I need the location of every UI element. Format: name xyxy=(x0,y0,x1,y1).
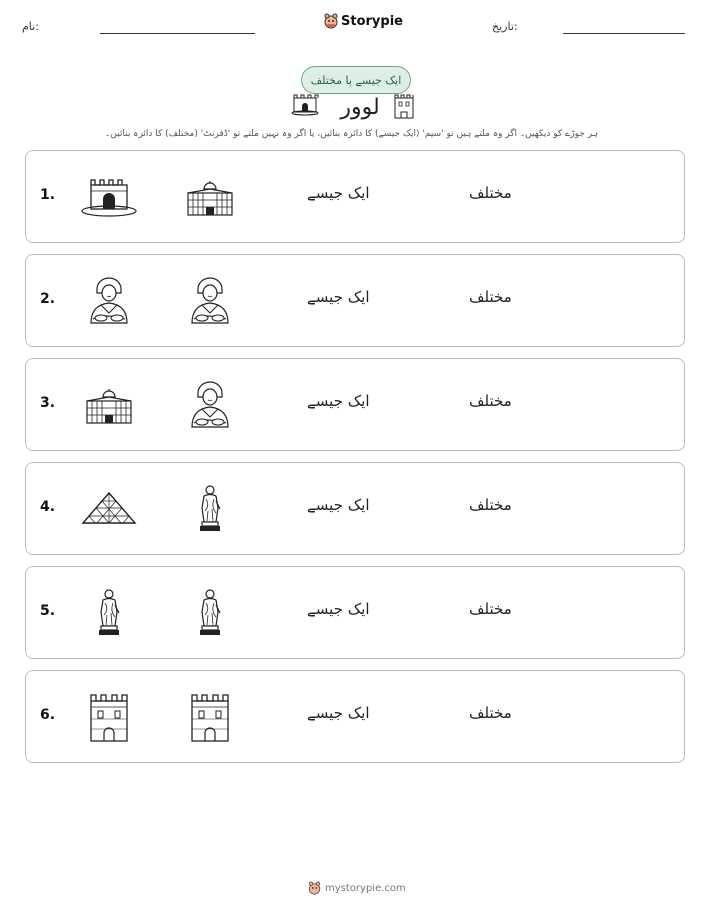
different-option[interactable]: مختلف xyxy=(469,496,512,514)
same-option[interactable]: ایک جیسے xyxy=(307,704,370,722)
tower-icon xyxy=(81,689,137,745)
tower-icon xyxy=(391,92,417,120)
brand-name: Storypie xyxy=(341,13,403,29)
pair-number: 6. xyxy=(40,707,56,723)
footer-link[interactable]: mystorypie.com xyxy=(325,882,406,894)
pair-number: 1. xyxy=(40,187,56,203)
pair-card-3 xyxy=(25,358,685,451)
pyramid-icon xyxy=(81,481,137,537)
pair-card-1 xyxy=(25,150,685,243)
pair-card-4 xyxy=(25,462,685,555)
same-option[interactable]: ایک جیسے xyxy=(307,600,370,618)
different-option[interactable]: مختلف xyxy=(469,704,512,722)
storypie-mascot-icon xyxy=(308,881,321,895)
mona-lisa-icon xyxy=(81,273,137,329)
palace-icon xyxy=(81,377,137,433)
date-label: تاریخ: xyxy=(492,20,518,33)
name-line[interactable] xyxy=(100,33,255,34)
footer xyxy=(308,881,406,895)
date-line[interactable] xyxy=(563,33,685,34)
storypie-mascot-icon xyxy=(324,13,338,29)
pair-card-5 xyxy=(25,566,685,659)
castle-icon xyxy=(81,169,137,225)
pair-number: 4. xyxy=(40,499,56,515)
different-option[interactable]: مختلف xyxy=(469,600,512,618)
different-option[interactable]: مختلف xyxy=(469,184,512,202)
statue-icon xyxy=(182,481,238,537)
different-option[interactable]: مختلف xyxy=(469,392,512,410)
same-option[interactable]: ایک جیسے xyxy=(307,184,370,202)
palace-icon xyxy=(182,169,238,225)
pair-number: 2. xyxy=(40,291,56,307)
pair-number: 3. xyxy=(40,395,56,411)
mona-lisa-icon xyxy=(182,273,238,329)
different-option[interactable]: مختلف xyxy=(469,288,512,306)
name-label: نام: xyxy=(22,20,39,33)
tower-icon xyxy=(182,689,238,745)
same-option[interactable]: ایک جیسے xyxy=(307,392,370,410)
castle-icon xyxy=(291,92,319,116)
brand-logo xyxy=(324,13,403,29)
page-title: لوور xyxy=(340,95,380,120)
pair-card-2 xyxy=(25,254,685,347)
mona-lisa-icon xyxy=(182,377,238,433)
same-option[interactable]: ایک جیسے xyxy=(307,496,370,514)
pair-card-6 xyxy=(25,670,685,763)
activity-badge: ایک جیسے یا مختلف xyxy=(301,66,411,94)
same-option[interactable]: ایک جیسے xyxy=(307,288,370,306)
statue-icon xyxy=(81,585,137,641)
statue-icon xyxy=(182,585,238,641)
instructions: ہر جوڑے کو دیکھیں۔ اگر وہ ملتے ہیں تو 'سیم' (ایک جیسے) کا دائرہ بنائیں، یا اگر وہ نہیں ملتے تو 'ڈفرنٹ' (مختلف) کا دائرہ بنائیں۔ xyxy=(105,129,598,139)
pair-number: 5. xyxy=(40,603,56,619)
